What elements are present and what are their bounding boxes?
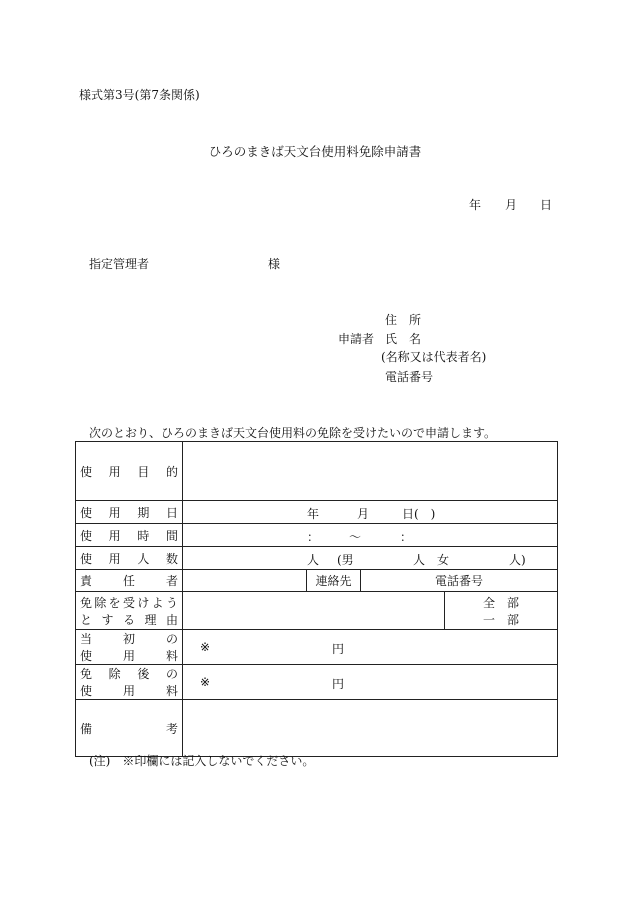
original-fee-label-line-2: 使 用 料 <box>80 649 178 663</box>
reason-field[interactable] <box>183 592 445 630</box>
time-field[interactable] <box>183 524 558 547</box>
scope-cell <box>445 592 558 630</box>
after-fee-yen: 円 <box>332 677 345 691</box>
original-fee-office-mark: ※ <box>200 640 211 654</box>
date-month-label: 月 <box>505 198 518 212</box>
form-number: 様式第3号(第7条関係) <box>79 88 200 102</box>
period-day-unit: 日( ) <box>402 507 436 521</box>
remarks-row <box>76 700 558 757</box>
responsible-field[interactable] <box>183 570 307 592</box>
application-table <box>75 441 558 757</box>
recipient-honorific: 様 <box>268 257 281 271</box>
time-start-colon: ： <box>307 530 320 544</box>
footnote: (注) ※印欄には記入しないでください。 <box>89 754 315 768</box>
reason-label-line-2: と す る 理 由 <box>80 612 178 627</box>
people-close: 人) <box>509 553 526 567</box>
original-fee-label-line-1: 当 初 の <box>80 632 178 646</box>
people-row <box>76 547 558 570</box>
period-row <box>76 501 558 524</box>
after-fee-office-mark: ※ <box>200 675 211 689</box>
people-field[interactable] <box>183 547 558 570</box>
applicant-name-label: 氏 名 <box>385 332 422 346</box>
responsible-row <box>76 570 558 592</box>
after-fee-field <box>183 665 558 700</box>
after-fee-row <box>76 665 558 700</box>
purpose-row <box>76 442 558 501</box>
date-year-label: 年 <box>469 198 482 212</box>
applicant-phone-label: 電話番号 <box>385 370 434 384</box>
applicant-label: 申請者 <box>338 332 375 346</box>
people-total-unit: 人 <box>307 553 320 567</box>
scope-part-option[interactable]: 一 部 <box>482 612 519 627</box>
applicant-name-note: (名称又は代表者名) <box>381 350 487 364</box>
purpose-label: 使 用 目 的 <box>80 464 178 479</box>
recipient-label: 指定管理者 <box>89 257 150 271</box>
original-fee-yen: 円 <box>332 642 345 656</box>
after-fee-label-line-1: 免 除 後 の <box>80 667 178 681</box>
period-field[interactable] <box>183 501 558 524</box>
time-row <box>76 524 558 547</box>
document-title: ひろのまきば天文台使用料免除申請書 <box>208 144 422 159</box>
time-label: 使 用 時 間 <box>80 528 178 543</box>
period-month-unit: 月 <box>357 507 370 521</box>
purpose-label-cell <box>76 442 183 501</box>
date-day-label: 日 <box>540 198 553 212</box>
reason-label-line-1: 免 除 を 受 け よ う <box>80 595 178 610</box>
original-fee-row <box>76 630 558 665</box>
remarks-label: 備 考 <box>80 721 178 736</box>
intro-text: 次のとおり、ひろのまきば天文台使用料の免除を受けたいので申請します。 <box>89 426 497 440</box>
responsible-label: 責 任 者 <box>80 574 178 588</box>
people-female-label: 人 女 <box>413 553 450 567</box>
contact-phone-label: 電話番号 <box>361 570 558 592</box>
contact-label: 連絡先 <box>307 570 361 592</box>
time-tilde: 〜 <box>349 530 362 544</box>
time-end-colon: ： <box>400 530 413 544</box>
people-male-label: (男 <box>337 553 354 567</box>
purpose-field[interactable] <box>183 442 558 501</box>
remarks-field[interactable] <box>183 700 558 757</box>
scope-all-option[interactable]: 全 部 <box>482 595 519 610</box>
reason-row <box>76 592 558 630</box>
period-year-unit: 年 <box>307 507 320 521</box>
people-label: 使 用 人 数 <box>80 551 178 566</box>
applicant-address-label: 住 所 <box>385 313 422 327</box>
period-label: 使 用 期 日 <box>80 505 178 520</box>
after-fee-label-line-2: 使 用 料 <box>80 684 178 698</box>
original-fee-field <box>183 630 558 665</box>
